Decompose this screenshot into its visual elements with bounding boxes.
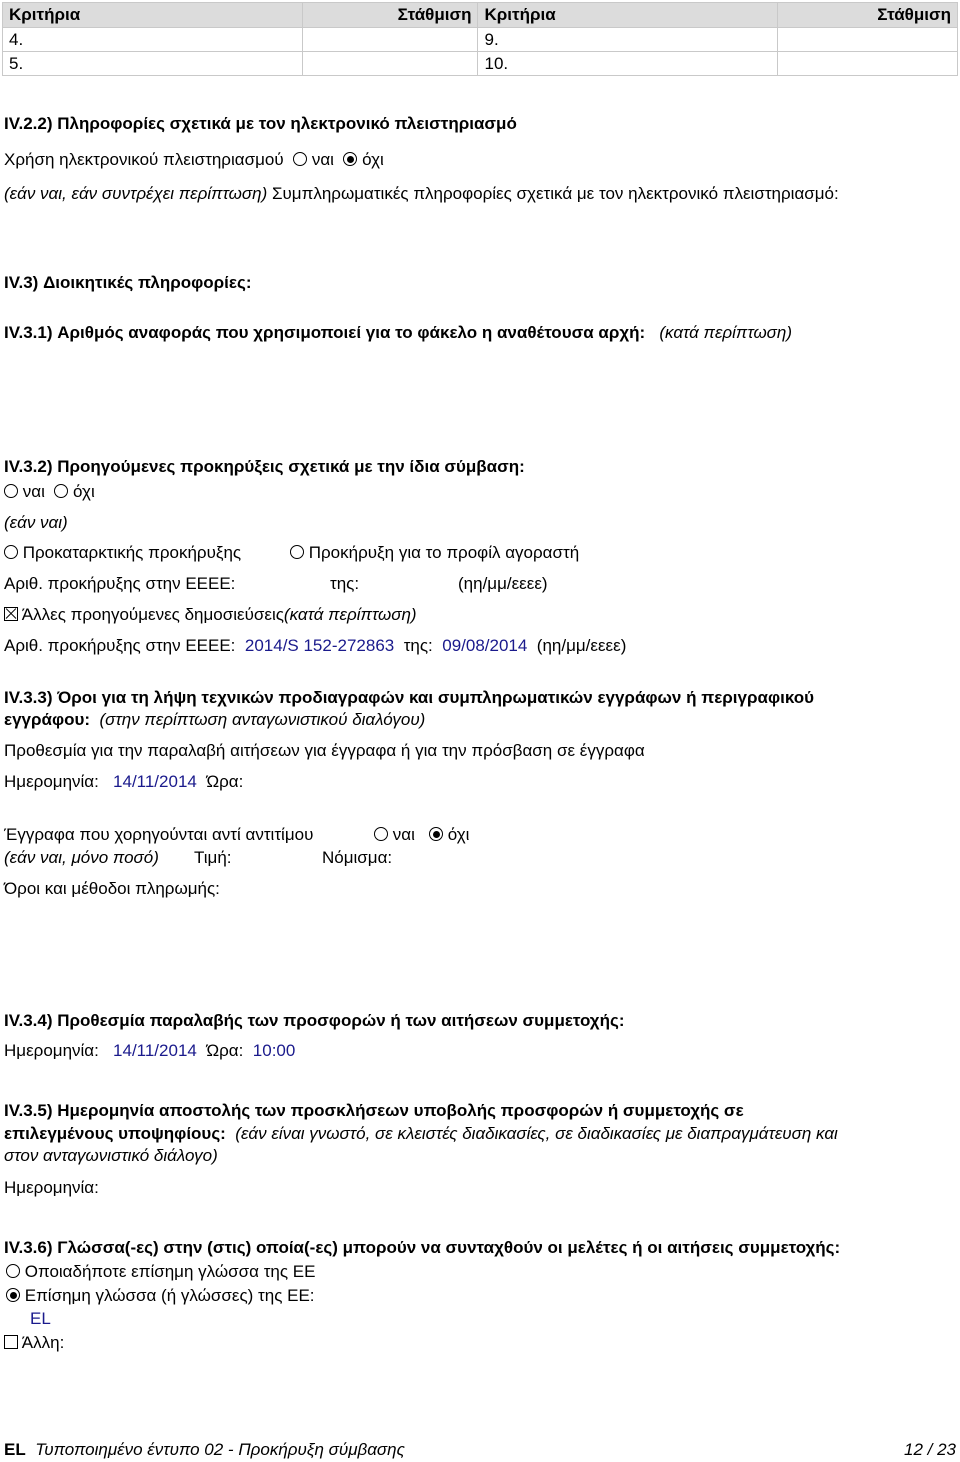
date-value: 14/11/2014 (113, 1041, 197, 1060)
section-title-iv-3-3-line2 (4, 710, 425, 730)
e-auction-label: Χρήση ηλεκτρονικού πλειστηριασμού (4, 150, 284, 169)
radio-yes-label: ναι (311, 150, 334, 169)
price-label: Τιμή: (194, 848, 232, 867)
date-format: (ηη/μμ/εεεε) (536, 636, 627, 655)
weight-cell (302, 52, 478, 76)
title-continued: εγγράφου: (4, 710, 91, 729)
footer-page-number: 12 / 23 (904, 1440, 956, 1459)
oj-number-row (4, 636, 626, 656)
section-title-iv-3-4: IV.3.4) Προθεσμία παραλαβής των προσφορών ή των αιτήσεων συμμετοχής: (4, 1011, 625, 1030)
section-title-iv-3: IV.3) Διοικητικές πληροφορίες: (4, 273, 252, 292)
prior-type-row (4, 543, 241, 563)
language-any-row (6, 1262, 315, 1282)
note-italic: (εάν ναι, εάν συντρέχει περίπτωση) (4, 184, 268, 203)
section-note-continued: στον ανταγωνιστικό διάλογο) (4, 1146, 218, 1165)
oj-date-value: 09/08/2014 (442, 636, 528, 655)
official-eu-language-label: Επίσημη γλώσσα (ή γλώσσες) της ΕΕ: (24, 1286, 315, 1305)
paid-documents-label: Έγγραφα που χορηγούνται αντί αντιτίμου (4, 825, 314, 844)
radio-no[interactable] (343, 152, 357, 166)
time-label: Ώρα: (206, 1041, 244, 1060)
documents-date-row (4, 772, 243, 792)
section-note: (στην περίπτωση ανταγωνιστικού διαλόγου) (99, 710, 426, 729)
criteria-table (2, 2, 958, 76)
prior-information-label: Προκαταρκτικής προκήρυξης (22, 543, 242, 562)
weight-header-2: Στάθμιση (778, 3, 958, 28)
criteria-number: 9. (478, 28, 778, 52)
note-text: Συμπληρωματικές πληροφορίες σχετικά με τον ηλεκτρονικό πλειστηριασμό: (271, 184, 839, 203)
radio-yes-label: ναι (22, 482, 45, 501)
criteria-header-2: Κριτήρια (478, 3, 778, 28)
date-label: Ημερομηνία: (4, 772, 99, 791)
e-auction-row (4, 150, 384, 170)
other-publications-label: Άλλες προηγούμενες δημοσιεύσεις (21, 605, 284, 624)
footer-form-title: Τυποποιημένο έντυπο 02 - Προκήρυξη σύμβασης (35, 1440, 405, 1459)
currency-label: Νόμισμα: (322, 848, 393, 867)
weight-cell (302, 28, 478, 52)
footer-left (4, 1440, 405, 1460)
payment-terms-label: Όροι και μέθοδοι πληρωμής: (4, 879, 220, 898)
radio-no-label: όχι (73, 482, 95, 501)
radio-buyer-profile[interactable] (290, 545, 304, 559)
radio-no-label: όχι (362, 150, 384, 169)
table-row (3, 28, 958, 52)
if-yes-note: (εάν ναι) (4, 513, 68, 532)
of-label: της: (403, 636, 433, 655)
prior-notices-radios (4, 482, 95, 502)
section-title-iv-3-5: IV.3.5) Ημερομηνία αποστολής των προσκλήσεων υποβολής προσφορών ή συμμετοχής σε (4, 1101, 744, 1120)
radio-yes[interactable] (374, 827, 388, 841)
radio-no[interactable] (429, 827, 443, 841)
any-eu-language-label: Οποιαδήποτε επίσημη γλώσσα της ΕΕ (24, 1262, 316, 1281)
oj-number-label: Αριθ. προκήρυξης στην ΕΕΕΕ: (4, 636, 236, 655)
radio-no[interactable] (54, 484, 68, 498)
section-title-iv-3-5-line2 (4, 1124, 838, 1144)
section-title-iv-2-2: IV.2.2) Πληροφορίες σχετικά με τον ηλεκτρονικό πλειστηριασμό (4, 114, 517, 133)
paid-documents-radios (374, 825, 469, 845)
weight-cell (778, 28, 958, 52)
radio-prior-information[interactable] (4, 545, 18, 559)
amount-note: (εάν ναι, μόνο ποσό) (4, 848, 159, 867)
section-title-iv-3-6: IV.3.6) Γλώσσα(-ες) στην (στις) οποία(-ες) μπορούν να συνταχθούν οι μελέτες ή οι αιτήσεις συμμετοχής: (4, 1238, 841, 1257)
oj-number-label: Αριθ. προκήρυξης στην ΕΕΕΕ: (4, 574, 236, 593)
buyer-profile-label: Προκήρυξη για το προφίλ αγοραστή (308, 543, 580, 562)
of-label: της: (330, 574, 360, 593)
criteria-number: 5. (3, 52, 303, 76)
radio-any-eu-language[interactable] (6, 1264, 20, 1278)
radio-official-eu-language[interactable] (6, 1288, 20, 1302)
time-label: Ώρα: (206, 772, 244, 791)
criteria-header-1: Κριτήρια (3, 3, 303, 28)
oj-number-value: 2014/S 152-272863 (244, 636, 395, 655)
table-row (3, 52, 958, 76)
section-iv-3-1 (4, 323, 792, 343)
language-other-row (4, 1333, 64, 1353)
e-auction-note (4, 184, 839, 204)
section-title-iv-3-1: IV.3.1) Αριθμός αναφοράς που χρησιμοποιεί για το φάκελο η αναθέτουσα αρχή: (4, 323, 646, 342)
checkbox-other-publications[interactable] (4, 607, 18, 621)
radio-yes[interactable] (293, 152, 307, 166)
invitation-date-label: Ημερομηνία: (4, 1178, 99, 1197)
other-publications-note: (κατά περίπτωση) (283, 605, 417, 624)
documents-deadline-text: Προθεσμία για την παραλαβή αιτήσεων για έγγραφα ή για την πρόσβαση σε έγγραφα (4, 741, 645, 760)
buyer-profile-row (290, 543, 579, 563)
other-publications-row (4, 605, 417, 625)
criteria-number: 10. (478, 52, 778, 76)
section-title-iv-3-3: IV.3.3) Όροι για τη λήψη τεχνικών προδιαγραφών και συμπληρωματικών εγγράφων ή περιγραφικού (4, 688, 815, 707)
radio-yes[interactable] (4, 484, 18, 498)
checkbox-other-language[interactable] (4, 1335, 18, 1349)
title-continued: επιλεγμένους υποψηφίους: (4, 1124, 226, 1143)
other-language-label: Άλλη: (21, 1333, 65, 1352)
tender-deadline-row (4, 1041, 295, 1061)
section-note: (κατά περίπτωση) (659, 323, 793, 342)
criteria-number: 4. (3, 28, 303, 52)
radio-no-label: όχι (447, 825, 470, 844)
date-label: Ημερομηνία: (4, 1041, 99, 1060)
footer-language: EL (4, 1440, 26, 1459)
section-note: (εάν είναι γνωστό, σε κλειστές διαδικασίες, σε διαδικασίες με διαπραγμάτευση και (235, 1124, 838, 1143)
weight-header-1: Στάθμιση (302, 3, 478, 28)
radio-yes-label: ναι (392, 825, 415, 844)
language-value: EL (30, 1309, 51, 1328)
date-value: 14/11/2014 (113, 772, 197, 791)
weight-cell (778, 52, 958, 76)
date-format: (ηη/μμ/εεεε) (458, 574, 548, 593)
time-value: 10:00 (252, 1041, 296, 1060)
language-official-row (6, 1286, 315, 1306)
section-title-iv-3-2: IV.3.2) Προηγούμενες προκηρύξεις σχετικά με την ίδια σύμβαση: (4, 457, 525, 476)
